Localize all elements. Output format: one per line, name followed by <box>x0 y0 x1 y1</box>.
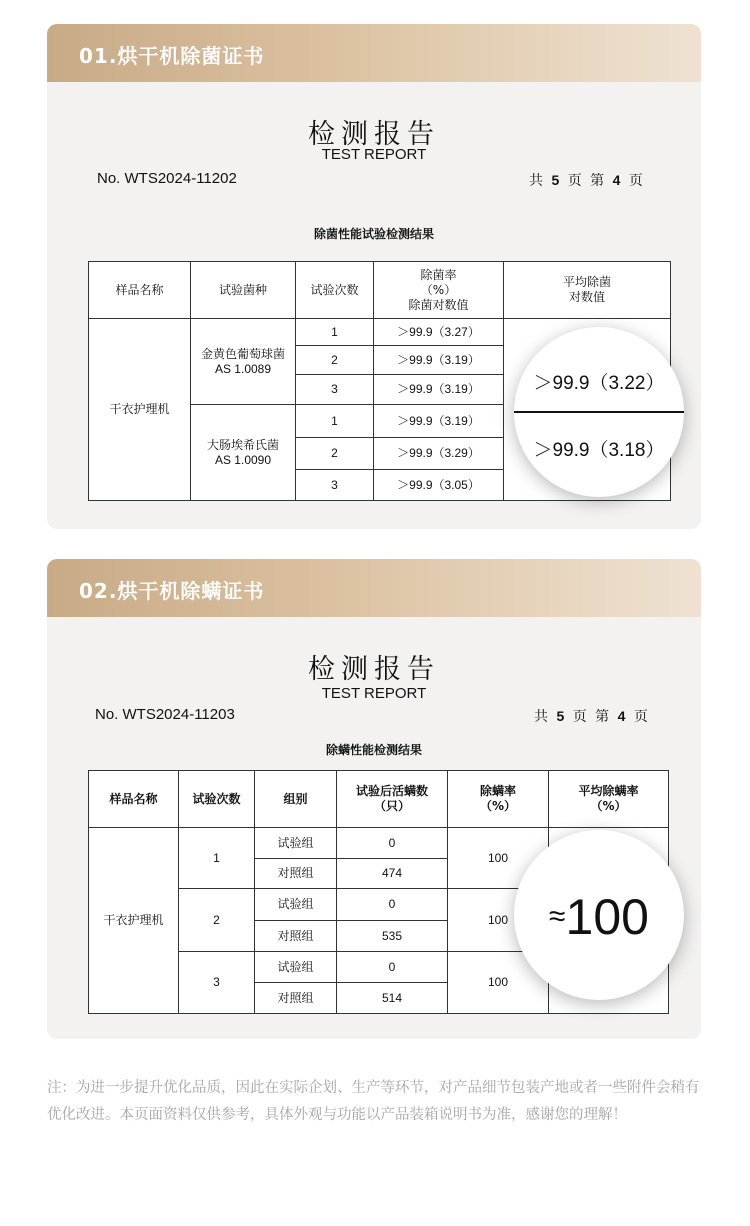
header-avg-line1: 平均除菌 <box>562 275 611 289</box>
page-label-pre: 共 <box>529 173 545 189</box>
report-number: No. WTS2024-11203 <box>95 706 235 723</box>
table-header-row <box>89 771 669 828</box>
rate-value: ＞99.9（3.19） <box>374 405 504 438</box>
header-avg <box>549 771 669 828</box>
page-indicator <box>534 706 650 726</box>
strain-cell <box>191 405 296 501</box>
trial-number: 3 <box>179 952 255 1014</box>
strain-cell <box>191 319 296 405</box>
header-times: 试验次数 <box>296 262 374 319</box>
strain-code: AS 1.0089 <box>214 361 272 376</box>
magnified-average-2: ＞99.9（3.18） <box>533 440 665 461</box>
header-sample: 样品名称 <box>89 771 179 828</box>
header-avg-line2: 对数值 <box>568 290 605 304</box>
certificate-section-sterilization <box>47 24 701 529</box>
page-label-mid: 页 第 <box>572 709 612 725</box>
header-sample: 样品名称 <box>89 262 191 319</box>
page-current: 4 <box>617 708 628 724</box>
section-title: 01.烘干机除菌证书 <box>79 44 265 68</box>
header-rate <box>448 771 549 828</box>
magnified-average-values <box>514 327 684 497</box>
header-group: 组别 <box>255 771 337 828</box>
report-image <box>47 617 701 1039</box>
header-rate-line2: （%） <box>420 282 457 297</box>
page-indicator <box>529 170 645 190</box>
page-label-post: 页 <box>633 709 650 725</box>
page-label-mid: 页 第 <box>567 173 607 189</box>
page-label-pre: 共 <box>534 709 550 725</box>
strain-name: 金黄色葡萄球菌 <box>200 346 285 361</box>
removal-rate: 100 <box>448 889 549 952</box>
report-title: 检测报告 <box>308 119 440 150</box>
header-strain: 试验菌种 <box>191 262 296 319</box>
header-rate-line3: 除菌对数值 <box>408 297 469 312</box>
trial-number: 2 <box>296 438 374 470</box>
mite-count: 0 <box>337 952 448 983</box>
header-avg <box>504 262 671 319</box>
strain-code: AS 1.0090 <box>214 452 272 467</box>
report-title: 检测报告 <box>308 654 440 685</box>
header-rate <box>374 262 504 319</box>
group-label: 试验组 <box>255 828 337 859</box>
trial-number: 2 <box>179 889 255 952</box>
group-label: 试验组 <box>255 952 337 983</box>
table-caption: 除菌性能试验检测结果 <box>313 227 434 241</box>
header-avg-line1: 平均除螨率 <box>578 784 639 798</box>
trial-number: 1 <box>296 405 374 438</box>
page-total: 5 <box>556 708 567 724</box>
disclaimer-note: 注：为进一步提升优化品质，因此在实际企划、生产等环节，对产品细节包装产地或者一些附件会稍有优化改进。本页面资料仅供参考，具体外观与功能以产品装箱说明书为准，感谢您的理解！ <box>47 1080 700 1123</box>
report-number: No. WTS2024-11202 <box>97 170 237 187</box>
group-label: 对照组 <box>255 921 337 952</box>
group-label: 对照组 <box>255 983 337 1014</box>
report-subtitle: TEST REPORT <box>321 146 427 163</box>
header-rate-line2: （%） <box>479 799 517 813</box>
trial-number: 2 <box>296 346 374 375</box>
approx-symbol: ≈ <box>549 899 566 933</box>
header-rate-line1: 除菌率 <box>420 267 457 282</box>
header-rate-line1: 除螨率 <box>479 784 516 798</box>
page-label-post: 页 <box>628 173 645 189</box>
trial-number: 1 <box>296 319 374 346</box>
approx-value: 100 <box>565 888 649 945</box>
mite-count: 0 <box>337 889 448 921</box>
header-times: 试验次数 <box>179 771 255 828</box>
header-count <box>337 771 448 828</box>
rate-value: ＞99.9（3.19） <box>374 346 504 375</box>
magnified-average-rate <box>514 830 684 1000</box>
section-title: 02.烘干机除螨证书 <box>79 579 265 603</box>
group-label: 试验组 <box>255 889 337 921</box>
section-header <box>47 24 701 82</box>
page-current: 4 <box>612 172 623 188</box>
strain-name: 大肠埃希氏菌 <box>206 437 279 452</box>
mite-count: 474 <box>337 859 448 889</box>
report-subtitle: TEST REPORT <box>321 685 427 702</box>
rate-value: ＞99.9（3.27） <box>374 319 504 346</box>
certificate-section-mite-removal <box>47 559 701 1039</box>
table-caption: 除螨性能检测结果 <box>325 743 422 757</box>
removal-rate: 100 <box>448 828 549 889</box>
rate-value: ＞99.9（3.29） <box>374 438 504 470</box>
rate-value: ＞99.9（3.05） <box>374 470 504 501</box>
header-avg-line2: （%） <box>590 799 627 813</box>
magnified-average-1: ＞99.9（3.22） <box>533 373 665 394</box>
magnifier-divider <box>514 411 684 413</box>
group-label: 对照组 <box>255 859 337 889</box>
sample-name-cell: 干衣护理机 <box>89 319 191 501</box>
mite-count: 514 <box>337 983 448 1014</box>
sample-name-cell: 干衣护理机 <box>89 828 179 1014</box>
trial-number: 3 <box>296 470 374 501</box>
magnified-average-value <box>514 884 684 946</box>
mite-count: 0 <box>337 828 448 859</box>
rate-value: ＞99.9（3.19） <box>374 375 504 405</box>
page-total: 5 <box>551 172 562 188</box>
report-image <box>47 82 701 529</box>
trial-number: 1 <box>179 828 255 889</box>
removal-rate: 100 <box>448 952 549 1014</box>
table-header-row <box>89 262 671 319</box>
mite-count: 535 <box>337 921 448 952</box>
section-header <box>47 559 701 617</box>
trial-number: 3 <box>296 375 374 405</box>
header-count-line1: 试验后活螨数 <box>355 784 428 798</box>
header-count-line2: （只） <box>373 799 410 813</box>
